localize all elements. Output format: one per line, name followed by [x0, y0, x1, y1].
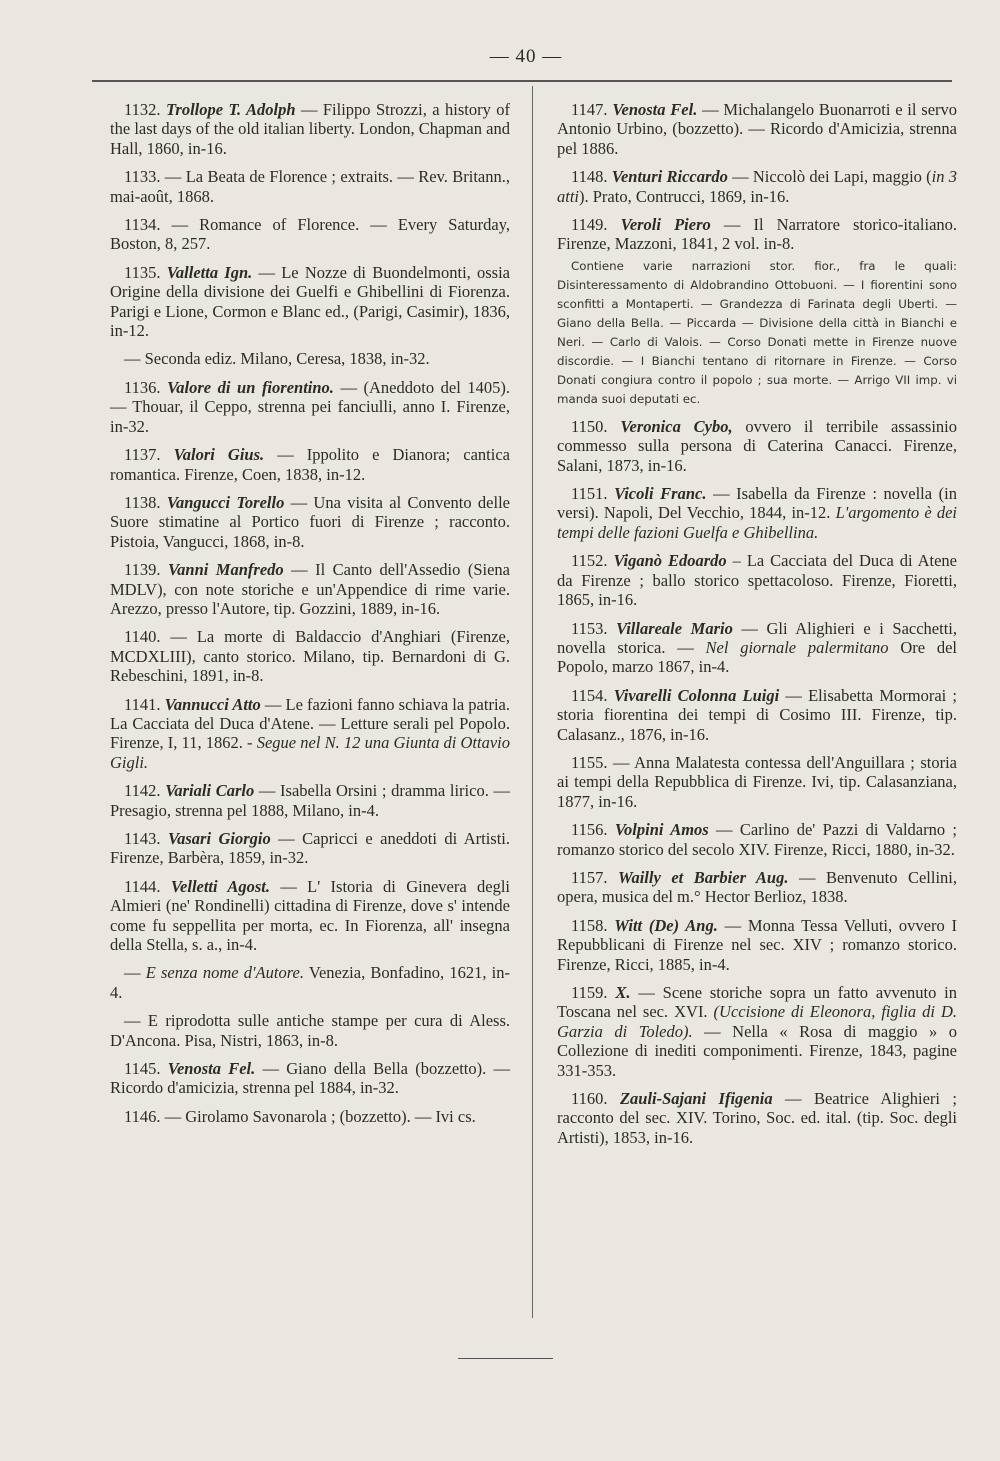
entry-number: 1137.	[124, 445, 174, 465]
entry-number: 1134.	[124, 215, 172, 235]
entry-number: 1140.	[124, 627, 171, 647]
catalog-entry	[557, 820, 957, 859]
catalog-entry	[110, 627, 510, 685]
entry-number: 1159.	[571, 983, 616, 1002]
entry-author: Vivarelli Colonna Luigi	[613, 685, 786, 705]
entry-author: Volpini Amos	[614, 820, 717, 840]
entry-text: — Il Canto dell'Assedio (Siena MDLV), con note storiche e un'Appendice di rime varie. Arezzo, presso l'Autore, tip. Gozzini, 1889, in-16.	[110, 560, 511, 618]
entry-text: — Romance of Florence. — Every Saturday, Boston, 8, 257.	[110, 215, 511, 254]
entry-text: — Anna Malatesta contessa dell'Anguillara ; storia ai tempi della Repubblica di Firenze. Ivi, tip. Calasanziana, 1877, in-16.	[557, 752, 957, 811]
catalog-entry	[110, 829, 510, 868]
entry-author: Venosta Fel.	[167, 1059, 263, 1079]
entry-italic: Segue nel N. 12 una Giunta di Ottavio Gigli.	[110, 733, 510, 772]
entry-author: Viganò Edoardo	[613, 551, 733, 571]
right-column	[557, 100, 957, 1156]
entry-author: Vicoli Franc.	[614, 484, 714, 504]
entry-number: 1135.	[124, 262, 167, 282]
catalog-entry	[110, 167, 510, 206]
catalog-entry	[557, 100, 957, 158]
catalog-entry	[110, 100, 510, 158]
entry-text: — La morte di Baldaccio d'Anghiari (Firenze, MCDXLIII), canto storico. Milano, tip. Bernardoni di G. Rebeschini, 1891, in-8.	[110, 627, 510, 686]
entry-number: 1133.	[124, 167, 165, 187]
entry-text: Ore del Popolo, marzo 1867, in-4.	[557, 637, 958, 677]
entry-text: — Il Narratore storico-italiano. Firenze, Mazzoni, 1841, 2 vol. in-8.	[557, 215, 958, 254]
entry-author: Vanni Manfredo	[167, 560, 292, 580]
entry-text: — Seconda ediz. Milano, Ceresa, 1838, in-32.	[124, 349, 430, 369]
entry-author: X.	[615, 983, 639, 1002]
catalog-entry	[110, 445, 510, 484]
catalog-entry	[557, 551, 957, 609]
entry-number: 1146.	[124, 1106, 165, 1126]
entry-author: Venturi Riccardo	[611, 167, 733, 187]
entry-author: Veronica Cybo,	[620, 416, 746, 436]
entry-author: Valore di un fiorentino.	[167, 377, 341, 397]
entry-text: — Una visita al Convento delle Suore stimatine al Portico fuori di Firenze ; racconto. Pistoia, Vangucci, 1868, in-8.	[110, 492, 510, 551]
column-divider	[532, 86, 533, 1318]
entry-italic: (Uccisione di Eleonora, figlia di D. Garzia di Toledo).	[557, 1002, 957, 1041]
entry-italic: Nel giornale palermitano	[693, 637, 889, 657]
entry-text: — (Aneddoto del 1405). — Thouar, il Ceppo, strenna pei fanciulli, anno I. Firenze, in-32.	[110, 377, 510, 436]
catalog-entry	[110, 215, 510, 254]
entry-number: 1145.	[124, 1059, 168, 1079]
catalog-entry	[557, 868, 957, 907]
entry-text: — Michalangelo Buonarroti e il servo Antonio Urbino, (bozzetto). — Ricordo d'Amicizia, strenna pel 1886.	[557, 100, 958, 158]
catalog-entry	[110, 1011, 510, 1050]
entry-author: Witt (De) Ang.	[614, 915, 725, 935]
entry-number: 1150.	[571, 416, 621, 436]
entry-author: Wailly et Barbier Aug.	[618, 867, 799, 887]
entry-number: 1152.	[571, 551, 614, 571]
left-column	[110, 100, 510, 1135]
entry-text: — Gli Alighieri e i Sacchetti, novella storica. —	[557, 618, 957, 657]
entry-author: Villareale Mario	[616, 618, 742, 638]
entry-author: Valletta Ign.	[166, 262, 259, 282]
entry-text: — L' Istoria di Ginevera degli Almieri (ne' Rondinelli) cittadina di Firenze, dove s' intende come fu seppellita per morta, ec. In Fiorenza, all' insegna della Stella, s. a., in-4.	[110, 876, 510, 955]
catalog-entry	[110, 781, 510, 820]
entry-author: Trollope T. Adolph	[165, 100, 301, 119]
entry-number: 1151.	[571, 484, 615, 504]
entry-number: 1160.	[571, 1089, 620, 1109]
entry-number: 1153.	[571, 618, 617, 638]
entry-italic: in 3 atti	[557, 167, 957, 206]
entry-italic: E senza nome d'Autore.	[145, 963, 304, 983]
catalog-entry	[110, 695, 510, 773]
entry-author: Venosta Fel.	[612, 100, 703, 119]
entry-number: 1155.	[571, 752, 614, 772]
entry-number: 1141.	[124, 694, 165, 714]
entry-text: — Carlino de' Pazzi di Valdarno ; romanzo storico del secolo XIV. Firenze, Ricci, 1880, in-32.	[557, 820, 958, 859]
entry-number: 1144.	[124, 876, 171, 896]
catalog-entry	[110, 1059, 510, 1098]
entry-text: — Filippo Strozzi, a history of the last days of the old italian liberty. London, Chapman and Hall, 1860, in-16.	[110, 100, 510, 158]
entry-text: — Isabella Orsini ; dramma lirico. — Presagio, strenna pel 1888, Milano, in-4.	[110, 781, 510, 820]
entry-author: Zauli-Sajani Ifigenia	[619, 1089, 786, 1109]
entry-text: — Elisabetta Mormorai ; storia fiorentina dei tempi di Cosimo III. Firenze, tip. Calasanz., 1876, in-16.	[557, 685, 957, 744]
page-number: — 40 —	[489, 46, 563, 67]
catalog-entry	[557, 686, 957, 744]
catalog-entry	[557, 484, 957, 542]
entry-text: — Beatrice Alighieri ; racconto del sec. XIV. Torino, Soc. ed. ital. (tip. Soc. degli Artisti), 1853, in-16.	[557, 1089, 957, 1147]
catalog-entry	[557, 417, 957, 475]
entry-number: 1149.	[571, 215, 621, 235]
entry-text: – La Cacciata del Duca di Atene da Firenze ; ballo storico spettacoloso. Firenze, Fioretti, 1865, in-16.	[557, 551, 957, 610]
catalog-entry	[110, 378, 510, 436]
entry-text: —	[124, 963, 146, 983]
entry-number: 1147.	[571, 100, 613, 119]
catalog-entry	[110, 1107, 510, 1126]
entry-text: — Scene storiche sopra un fatto avvenuto in Toscana nel sec. XVI.	[557, 983, 958, 1022]
catalog-entry	[557, 753, 957, 811]
entry-text: — Capricci e aneddoti di Artisti. Firenze, Barbèra, 1859, in-32.	[110, 829, 510, 868]
entry-author: Veroli Piero	[620, 215, 724, 235]
catalog-entry	[110, 963, 510, 1002]
entry-text: — Giano della Bella (bozzetto). — Ricordo d'amicizia, strenna pel 1884, in-32.	[110, 1059, 510, 1098]
entry-text: — Benvenuto Cellini, opera, musica del m.° Hector Berlioz, 1838.	[557, 867, 957, 907]
catalog-entry	[110, 349, 510, 368]
entry-text: — Ippolito e Dianora; cantica romantica. Firenze, Coen, 1838, in-12.	[110, 445, 510, 484]
entry-author: Valori Gius.	[173, 445, 278, 465]
catalog-entry	[557, 167, 957, 206]
entry-text: — Le Nozze di Buondelmonti, ossia Origine della divisione dei Guelfi e Ghibellini di Fiorenza. Parigi e Lione, Cormon e Blanc ed., (Parigi, Casimir), 1836, in-12.	[110, 262, 510, 341]
catalog-entry	[557, 983, 957, 1080]
entry-text: — Niccolò dei Lapi, maggio (	[732, 167, 932, 187]
catalog-entry	[557, 619, 957, 677]
catalog-entry	[110, 263, 510, 341]
entry-number: 1148.	[571, 167, 612, 187]
entry-number: 1157.	[571, 867, 619, 887]
entry-italic: L'argomento è dei tempi delle fazioni Guelfa e Ghibellina.	[557, 503, 957, 542]
entry-number: 1142.	[124, 781, 166, 801]
header-rule	[92, 80, 952, 82]
entry-author: Velletti Agost.	[170, 876, 281, 896]
entry-author: Vangucci Torello	[166, 492, 291, 512]
entry-text: — Monna Tessa Velluti, ovvero I Repubblicani di Firenze nel sec. XIV ; romanzo storico. Firenze, Ricci, 1885, in-4.	[557, 915, 958, 974]
entry-number: 1143.	[124, 829, 168, 848]
entry-number: 1136.	[124, 377, 168, 397]
entry-text: — E riprodotta sulle antiche stampe per cura di Aless. D'Ancona. Pisa, Nistri, 1863, in-8.	[110, 1011, 510, 1050]
catalog-entry	[110, 877, 510, 955]
entry-author: Vasari Giorgio	[167, 829, 279, 848]
catalog-entry	[110, 493, 510, 551]
entry-text: — Girolamo Savonarola ; (bozzetto). — Ivi cs.	[164, 1106, 476, 1126]
footer-rule	[458, 1358, 553, 1359]
catalog-entry	[557, 1089, 957, 1147]
entry-text: ovvero il terribile assassinio commesso sulla persona di Caterina Canacci. Firenze, Salani, 1873, in-16.	[557, 416, 957, 475]
entry-author: Vannucci Atto	[164, 694, 265, 714]
entry-text: — Nella « Rosa di maggio » o Collezione di inediti componimenti. Firenze, 1843, pagine 331-353.	[557, 1021, 957, 1080]
entry-text: ). Prato, Contrucci, 1869, in-16.	[579, 186, 790, 206]
catalog-entry	[557, 215, 957, 254]
catalog-entry	[110, 560, 510, 618]
catalog-entry	[557, 916, 957, 974]
entry-number: 1132.	[124, 100, 166, 119]
entry-note: Contiene varie narrazioni stor. fior., fra le quali: Disinteressamento di Aldobrandino Ottobuoni. — I fiorentini sono sconfitti a Montaperti. — Grandezza di Farinata degli Uberti. — Giano della Bella. — Piccarda — Divisione della città in Bianchi e Neri. — Carlo di Valois. — Corso Donati mette in Firenze nuove discordie. — I Bianchi tentano di ritornare in Firenze. — Corso Donati congiura contro il popolo ; sua morte. — Arrigo VII imp. vi manda suoi deputati ec.	[557, 258, 957, 406]
entry-number: 1158.	[571, 915, 615, 935]
entry-text: — Isabella da Firenze : novella (in versi). Napoli, Del Vecchio, 1844, in-12.	[557, 484, 957, 523]
entry-number: 1138.	[124, 492, 167, 512]
entry-number: 1156.	[571, 820, 615, 840]
entry-number: 1154.	[571, 685, 614, 705]
entry-number: 1139.	[124, 560, 168, 580]
entry-text: Venezia, Bonfadino, 1621, in-4.	[110, 963, 511, 1002]
entry-author: Variali Carlo	[165, 781, 259, 801]
entry-text: — Le fazioni fanno schiava la patria. La Cacciata del Duca d'Atene. — Letture serali pel Popolo. Firenze, I, 11, 1862. -	[110, 694, 510, 753]
entry-text: — La Beata de Florence ; extraits. — Rev. Britann., mai-août, 1868.	[110, 167, 510, 206]
